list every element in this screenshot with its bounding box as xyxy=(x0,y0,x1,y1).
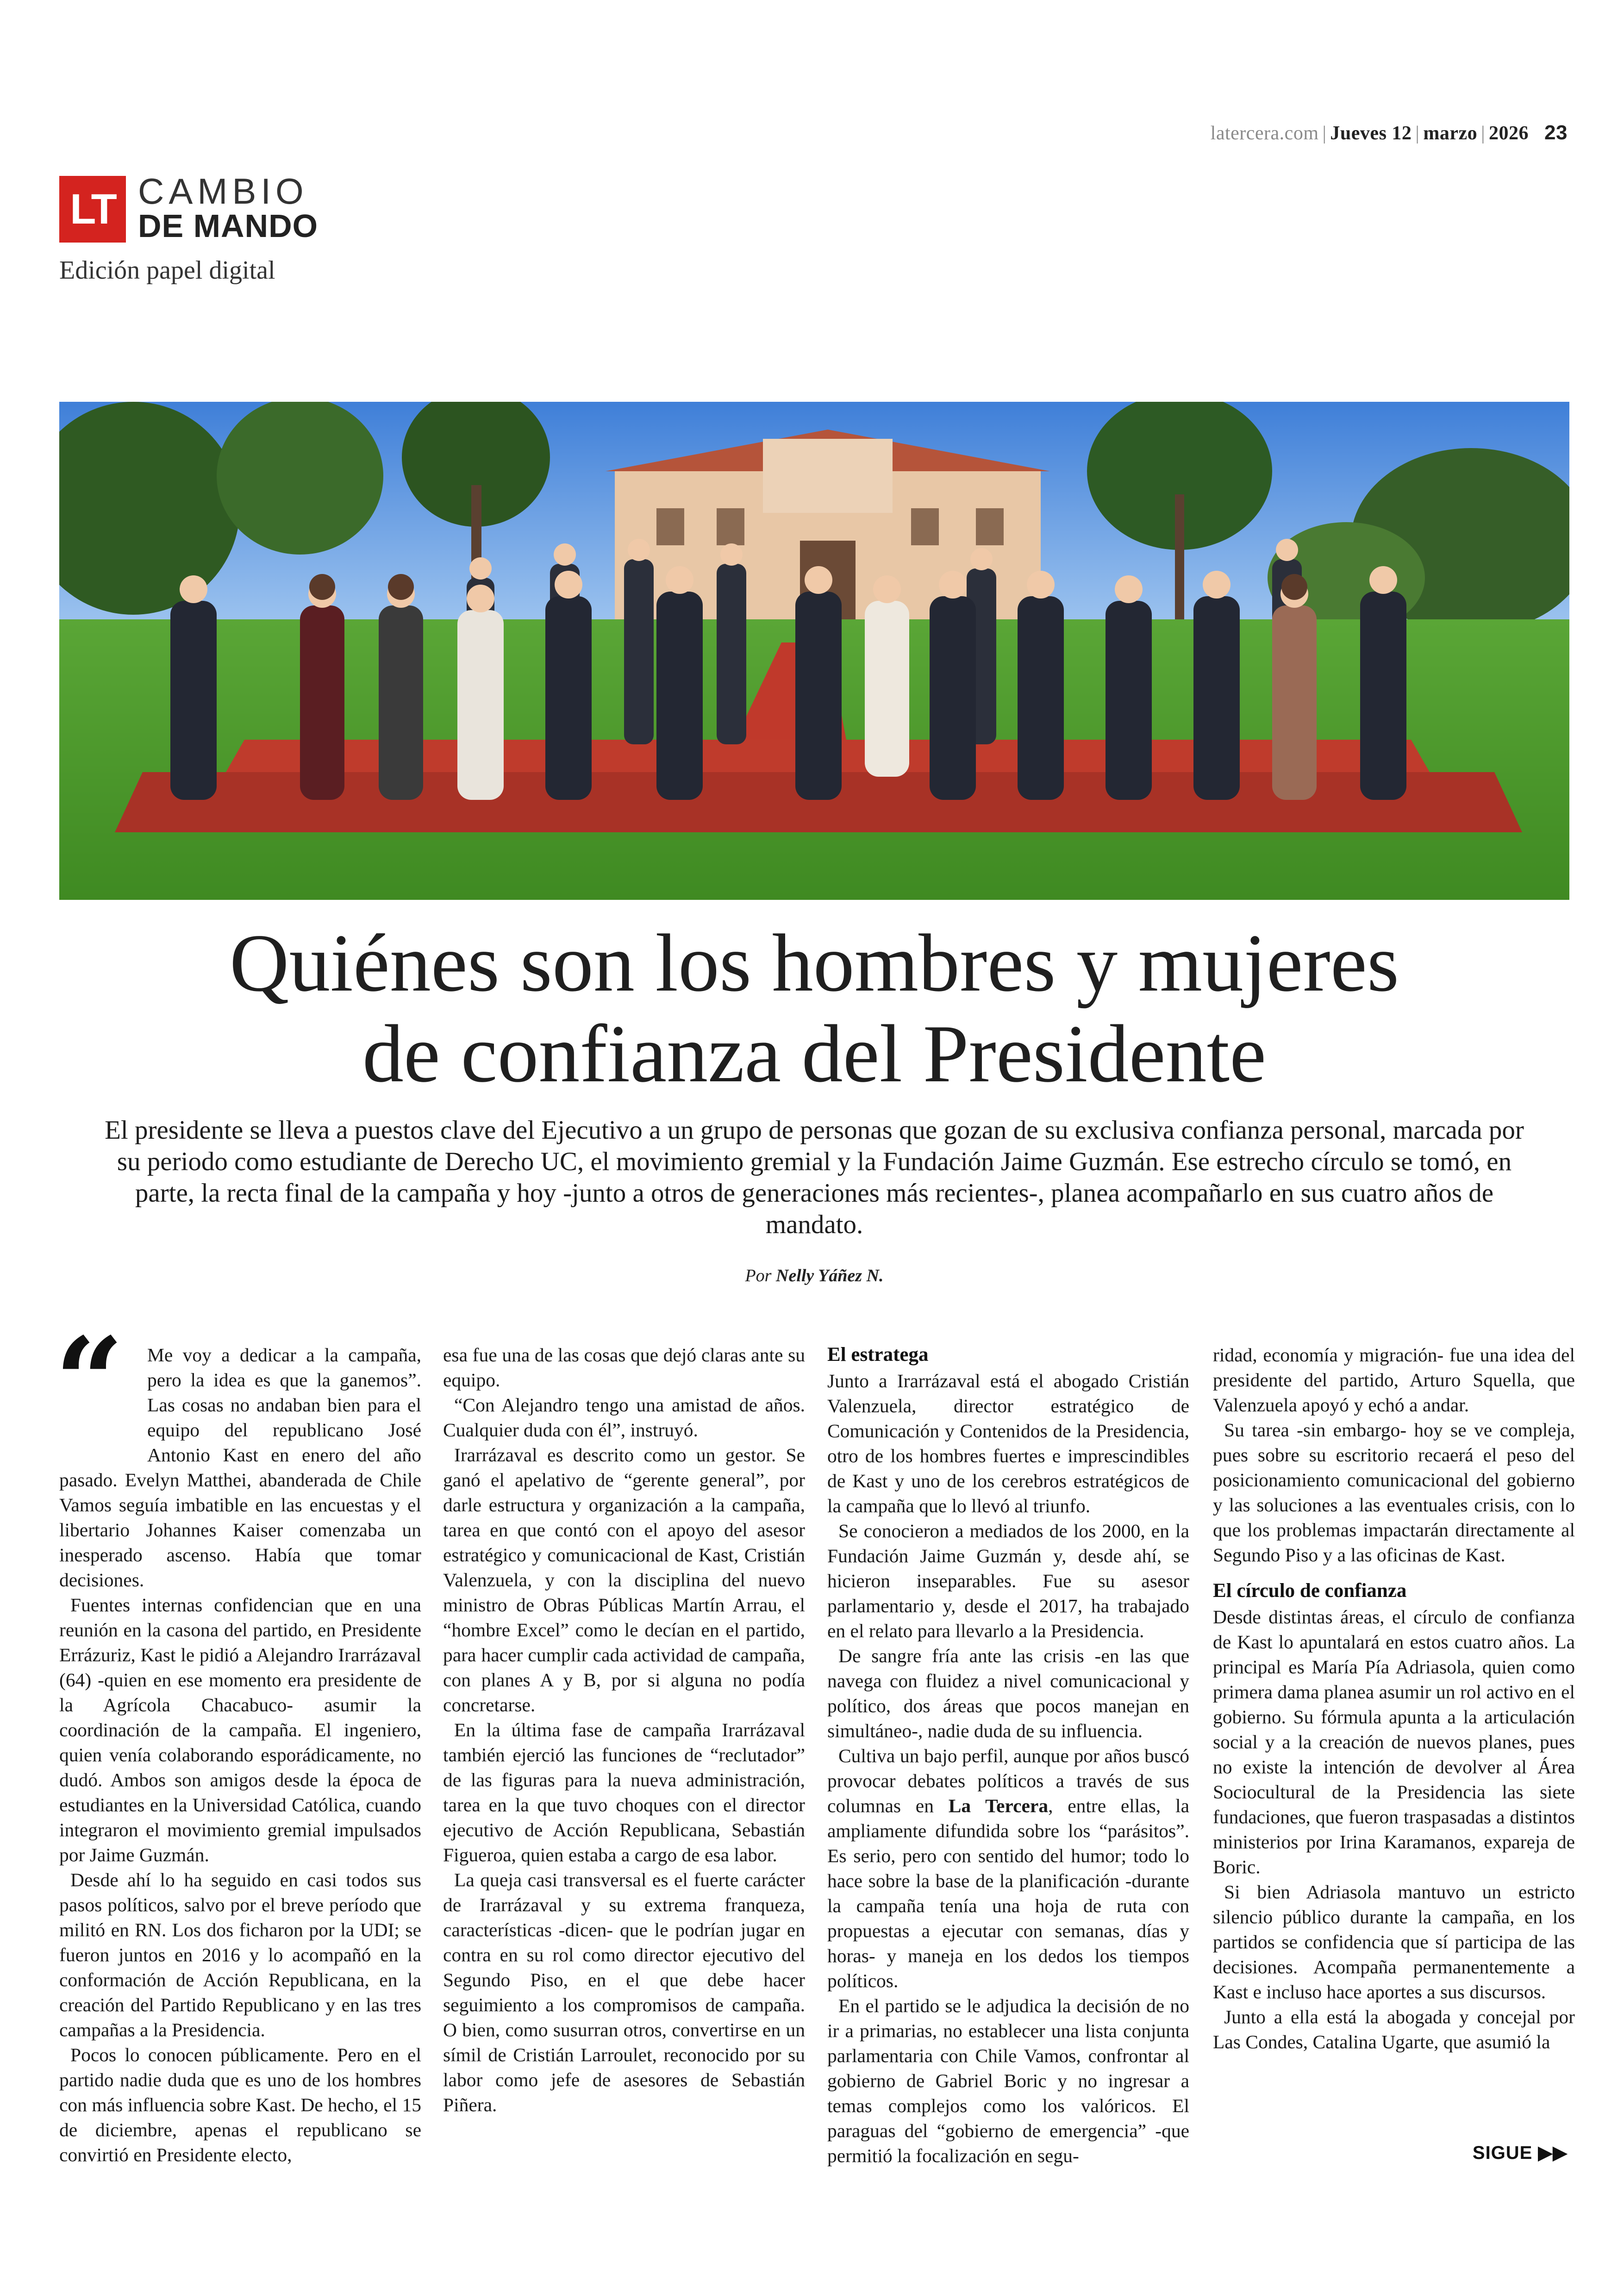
paragraph: Pocos lo conocen públicamente. Pero en el partido nadie duda que es uno de los hombres con más influencia sobre Kast. De hecho, el 15 de diciembre, apenas el republicano se convirtió en Presidente electo, xyxy=(59,2044,421,2165)
quote-spacer xyxy=(59,1342,147,1467)
article-column-4 xyxy=(1213,1342,1575,2054)
paragraph: esa fue una de las cosas que dejó claras ante su equipo. xyxy=(443,1344,805,1391)
paragraph: Su tarea -sin embargo- hoy se ve compleja, pues sobre su escritorio recaerá el peso del posicionamiento comunicacional del gobierno y las soluciones a las eventuales crisis, con lo que los problemas impactarán directamente al Segundo Piso y a las oficinas de Kast. xyxy=(1213,1419,1575,1565)
text-run: Cultiva un bajo perfil, aunque por años buscó provocar debates políticos a través de sus columnas en xyxy=(827,1745,1189,1816)
newspaper-name: La Tercera xyxy=(948,1795,1049,1816)
site-name[interactable]: latercera.com xyxy=(1210,123,1319,144)
article-column-3 xyxy=(827,1342,1189,2168)
paragraph: Se conocieron a mediados de los 2000, en la Fundación Jaime Guzmán y, desde ahí, se hicieron inseparables. Fue su asesor parlamentario y, desde el 2017, ha trabajado en el relato para llevarlo a la Presidencia. xyxy=(827,1520,1189,1641)
byline-prefix: Por xyxy=(745,1266,772,1285)
byline-author: Nelly Yáñez N. xyxy=(775,1266,884,1285)
paragraph: ridad, economía y migración- fue una idea del presidente del partido, Arturo Squella, que Valenzuela apoyó y echó a andar. xyxy=(1213,1344,1575,1416)
page-header: latercera.com | Jueves 12 | marzo | 2026 23 xyxy=(1210,121,1568,144)
paragraph: Junto a Irarrázaval está el abogado Cristián Valenzuela, director estratégico de Comunicación y Contenidos de la Presidencia, otro de los hombres fuertes e imprescindibles de Kast y uno de los cerebros estratégicos de la campaña que lo llevó al triunfo. xyxy=(827,1370,1189,1516)
section-title-line1: CAMBIO xyxy=(138,171,308,212)
paragraph: La queja casi transversal es el fuerte carácter de Irarrázaval y su extrema franqueza, características -dicen- que le podrían jugar en contra en su rol como director ejecutivo del Segundo Piso, en el que debe hacer seguimiento a los compromisos de campaña. O bien, como susurran otros, convertirse en un símil de Cristián Larroulet, reconocido por su labor como jefe de asesores de Sebastián Piñera. xyxy=(443,1869,805,2115)
group-photo-illustration xyxy=(59,402,1569,900)
subheading-strategist: El estratega xyxy=(827,1344,929,1366)
paragraph: En la última fase de campaña Irarrázaval también ejerció las funciones de “reclutador” de las figuras para la nueva administración, tarea en la que tuvo choques con el director ejecutivo de Acción Republicana, Sebastián Figueroa, quien estaba a cargo de esa labor. xyxy=(443,1719,805,1865)
paragraph: De sangre fría ante las crisis -en las que navega con fluidez a nivel comunicacional y político, dos áreas que pocos manejan en simultáneo-, nadie duda de su influencia. xyxy=(827,1645,1189,1741)
headline-line-1: Quiénes son los hombres y mujeres xyxy=(229,917,1399,1009)
byline xyxy=(59,1266,1569,1286)
page-number: 23 xyxy=(1544,121,1568,144)
paragraph: Desde ahí lo ha seguido en casi todos sus pasos políticos, salvo por el breve período que militó en RN. Los dos ficharon por la UDI; se fueron juntos en 2016 y lo acompañó en la conformación de Acción Republicana, en la creación del Partido Republicano y en las tres campañas a la Presidencia. xyxy=(59,1869,421,2040)
paragraph: Fuentes internas confidencian que en una reunión en la casona del partido, en Presidente Errázuriz, Kast le pidió a Alejandro Irarrázaval (64) -quien en ese momento era presidente de la Agrícola Chacabuco- asumir la coordinación de la campaña. El ingeniero, quien venía colaborando esporádicamente, no dudó. Ambos son amigos desde la época de estudiantes en la Universidad Católica, cuando integraron el movimiento gremial impulsados por Jaime Guzmán. xyxy=(59,1594,421,1865)
paragraph: “Con Alejandro tengo una amistad de años. Cualquier duda con él”, instruyó. xyxy=(443,1394,805,1441)
continue-link[interactable]: SIGUE ▶▶ xyxy=(1472,2143,1568,2163)
paragraph xyxy=(827,1743,1189,1993)
article-column-1 xyxy=(59,1342,421,2167)
paragraph: Me voy a dedicar a la campaña, pero la idea es que la ganemos”. Las cosas no andaban bien para el equipo del republicano José Antonio Kast en enero del año pasado. Evelyn Matthei, abanderada de Chile Vamos seguía imbatible en las encuestas y el libertario Johannes Kaiser comenzaba un inesperado ascenso. Había que tomar decisiones. xyxy=(59,1344,421,1590)
headline-line-2: de confianza del Presidente xyxy=(362,1008,1267,1099)
subheading-circle: El círculo de confianza xyxy=(1213,1580,1407,1602)
edition-label: Edición papel digital xyxy=(59,256,275,285)
paragraph: En el partido se le adjudica la decisión de no ir a primarias, no establecer una lista conjunta parlamentaria con Chile Vamos, confrontar al gobierno de Gabriel Boric y no ingresar a temas complejos como los valóricos. El paraguas del “gobierno de emergencia” -que permitió la focalización en segu- xyxy=(827,1995,1189,2166)
paragraph: Junto a ella está la abogada y concejal por Las Condes, Catalina Ugarte, que asumió la xyxy=(1213,2006,1575,2052)
issue-day: Jueves 12 xyxy=(1330,123,1412,144)
group-photo xyxy=(59,402,1569,900)
paragraph: Irarrázaval es descrito como un gestor. Se ganó el apelativo de “gerente general”, por darle estructura y organización a la campaña, tarea en que contó con el apoyo del asesor estratégico y comunicacional de Kast, Cristián Valenzuela, y con la disciplina del nuevo ministro de Obras Públicas Martín Arrau, el “hombre Excel” como le decían en el partido, para hacer cumplir cada actividad de campaña, con planes A y B, por si alguna no podía concretarse. xyxy=(443,1444,805,1715)
article-column-2 xyxy=(443,1342,805,2117)
paragraph: Si bien Adriasola mantuvo un estricto silencio público durante la campaña, en los partidos se confidencia que sí participa de las decisiones. Acompaña permanentemente a Kast e incluso hace aportes a sus discursos. xyxy=(1213,1881,1575,2002)
article-headline xyxy=(59,917,1569,1099)
section-title-line2: DE MANDO xyxy=(138,208,319,244)
issue-year: 2026 xyxy=(1489,123,1529,144)
opening-quote-icon: “ xyxy=(55,1311,124,1453)
text-run: , entre ellas, la ampliamente difundida sobre los “parásitos”. Es serio, pero con sentido del humor; todo lo hace sobre la base de la planificación -durante la campaña tenía una hoja de ruta con propuestas a ejecutar con semanas, días y horas- y maneja en los dedos los tiempos políticos. xyxy=(827,1795,1189,1991)
issue-month: marzo xyxy=(1423,123,1478,144)
lt-logo: LT xyxy=(59,176,126,243)
article-dek: El presidente se lleva a puestos clave del Ejecutivo a un grupo de personas que gozan de su exclusiva confianza personal, marcada por su periodo como estudiante de Derecho UC, el movimiento gremial y la Fundación Jaime Guzmán. Ese estrecho círculo se tomó, en parte, la recta final de la campaña y hoy -junto a otros de generaciones más recientes-, planea acompañarlo en sus cuatro años de mandato. xyxy=(105,1116,1524,1239)
paragraph: Desde distintas áreas, el círculo de confianza de Kast lo apuntalará en estos cuatro años. La principal es María Pía Adriasola, quien como primera dama planea asumir un rol activo en el gobierno. Su fórmula apunta a la articulación social y a la creación de nuevos planes, pues no existe la intención de devolver al Área Sociocultural de la Presidencia las siete fundaciones, que fueron traspasadas a distintos ministerios por Irina Karamanos, expareja de Boric. xyxy=(1213,1606,1575,1877)
